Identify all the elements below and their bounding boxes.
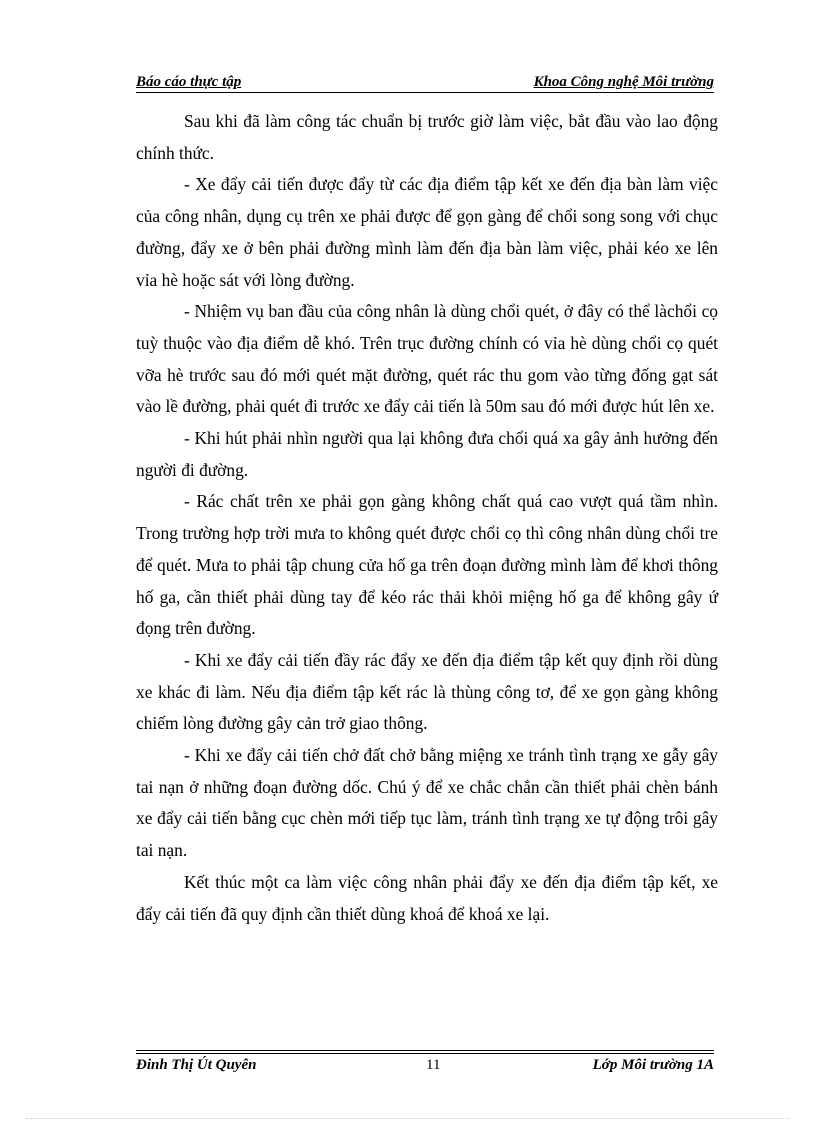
header-department: Khoa Công nghệ Môi trường [533, 74, 714, 90]
paragraph-8: Kết thúc một ca làm việc công nhân phải đẩy xe đến địa điểm tập kết, xe đẩy cải tiến đã quy định cần thiết dùng khoá để khoá xe lại. [136, 871, 718, 924]
paragraph-7: - Khi xe đẩy cải tiến chở đất chở bằng miệng xe tránh tình trạng xe gẫy gây tai nạn ở những đoạn đường dốc. Chú ý để xe chắc chắn cần thiết phải chèn bánh xe đẩy cải tiến bằng cục chèn mới tiếp tục làm, tránh tình trạng xe tự động trôi gây tai nạn. [136, 745, 718, 861]
page-header [136, 72, 714, 94]
page-bottom-edge [26, 1118, 790, 1119]
body-text [136, 106, 718, 930]
paragraph-1: Sau khi đã làm công tác chuẩn bị trước giờ làm việc, bắt đầu vào lao động chính thức. [136, 111, 718, 163]
footer-page-number: 11 [426, 1057, 441, 1073]
paragraph-4: - Khi hút phải nhìn người qua lại không đưa chổi quá xa gây ảnh hưởng đến người đi đường. [136, 428, 718, 480]
paragraph-2: - Xe đẩy cải tiến được đẩy từ các địa điểm tập kết xe đến địa bàn làm việc của công nhân, dụng cụ trên xe phải được để gọn gàng để chổi song song với chục đường, đẩy xe ở bên phải đường mình làm đến địa bàn làm việc, phải kéo xe lên vỉa hè hoặc sát với lòng đường. [136, 174, 718, 290]
paragraph-5: - Rác chất trên xe phải gọn gàng không chất quá cao vượt quá tầm nhìn. Trong trường hợp trời mưa to không quét được chổi cọ thì công nhân dùng chổi tre để quét. Mưa to phải tập chung cửa hố ga trên đoạn đường mình làm để khơi thông hố ga, cần thiết phải dùng tay để kéo rác thải khỏi miệng hố ga để không gây ứ đọng trên đường. [136, 491, 718, 639]
page-footer [136, 1057, 714, 1079]
footer-class: Lớp Môi trường 1A [592, 1057, 714, 1073]
paragraph-3: - Nhiệm vụ ban đầu của công nhân là dùng chổi quét, ở đây có thể làchổi cọ tuỳ thuộc vào địa điểm dễ khó. Trên trục đường chính có vỉa hè dùng chổi cọ quét vỡa hè trước sau đó mới quét mặt đường, quét rác thu gom vào từng đống gạt sát vào lề đường, phải quét đi trước xe đẩy cải tiến là 50m sau đó mới được hút lên xe. [136, 301, 718, 417]
footer-author: Đinh Thị Út Quyên [136, 1057, 257, 1073]
paragraph-6: - Khi xe đẩy cải tiến đầy rác đẩy xe đến địa điểm tập kết quy định rồi dùng xe khác đi làm. Nếu địa điểm tập kết rác là thùng công tơ, để xe gọn gàng không chiếm lòng đường gây cản trở giao thông. [136, 649, 718, 734]
header-divider [136, 92, 714, 93]
footer-divider-top [136, 1050, 714, 1051]
header-report-title: Báo cáo thực tập [136, 74, 242, 90]
footer-divider-bottom [136, 1053, 714, 1054]
